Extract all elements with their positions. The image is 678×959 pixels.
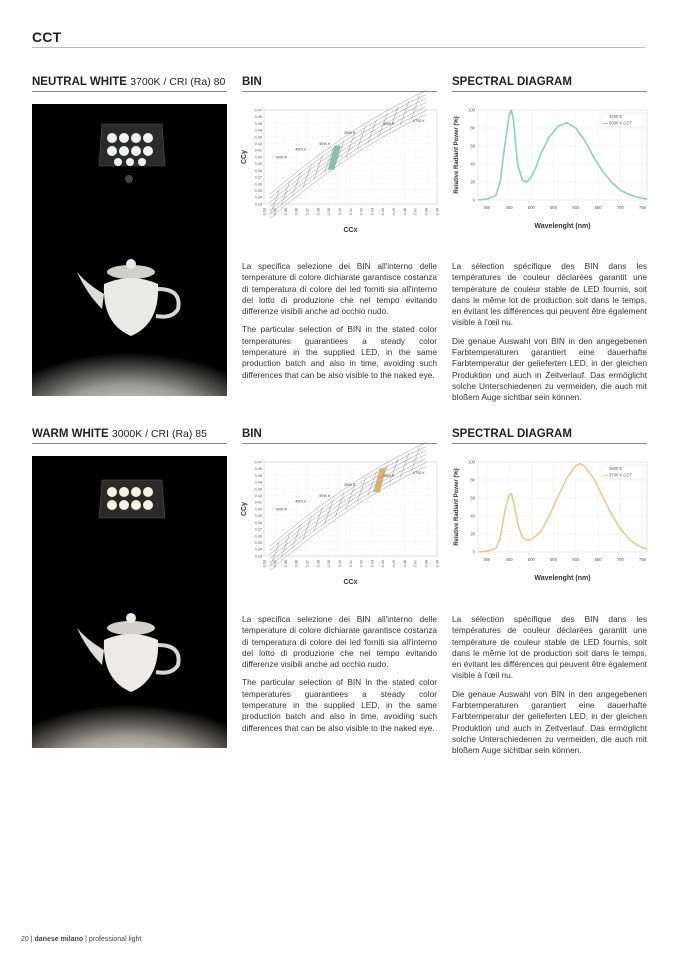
- section-title-neutral: [32, 76, 225, 88]
- y-axis-label: Relative Radiant Power (%): [454, 116, 460, 194]
- legend-label: 2600 K: [609, 466, 623, 471]
- x-tick-label: 0.44: [381, 560, 386, 568]
- x-tick-label: 0.34: [273, 560, 278, 568]
- y-tick-label: 0.39: [254, 162, 262, 167]
- y-tick-label: 0.34: [254, 195, 262, 200]
- x-tick-label: 450: [505, 557, 513, 562]
- y-tick-label: 0.41: [254, 500, 262, 505]
- y-tick-label: 80: [470, 477, 475, 483]
- section-subtitle: 3700K / CRI (Ra) 80: [130, 76, 226, 88]
- x-tick-label: 0.36: [294, 560, 299, 568]
- lamp-teapot-illustration: [32, 104, 227, 396]
- y-tick-label: 0.40: [254, 155, 262, 160]
- cct-label: 4000 K: [319, 493, 331, 498]
- y-tick-label: 20: [470, 531, 475, 537]
- y-tick-label: 0.44: [254, 480, 262, 485]
- y-tick-label: 0.36: [254, 182, 262, 187]
- x-tick-label: 0.40: [337, 208, 342, 216]
- bin-divider: [242, 91, 437, 92]
- x-tick-label: 0.47: [413, 560, 418, 568]
- x-tick-label: 0.44: [381, 208, 386, 216]
- cct-label: 3500 K: [344, 131, 356, 136]
- y-tick-label: 0.45: [254, 121, 262, 126]
- y-tick-label: 0.38: [254, 520, 262, 525]
- x-tick-label: 0.36: [294, 208, 299, 216]
- x-axis-label: Wavelenght (nm): [534, 575, 591, 582]
- y-tick-label: 0.43: [254, 487, 262, 492]
- y-tick-label: 60: [470, 495, 475, 501]
- x-tick-label: 0.38: [316, 208, 321, 216]
- x-tick-label: 500: [527, 557, 535, 562]
- lamp-teapot-illustration: [32, 456, 227, 748]
- y-tick-label: 0.37: [254, 527, 262, 532]
- y-tick-label: 40: [470, 161, 475, 167]
- product-photo-neutral: [32, 104, 227, 396]
- y-tick-label: 0.41: [254, 148, 262, 153]
- y-axis-label: Relative Radiant Power (%): [454, 468, 460, 546]
- x-tick-label: 0.48: [424, 208, 429, 216]
- y-tick-label: 0.46: [254, 115, 262, 120]
- paragraph-italian: La specifica selezione dei BIN all'interno delle temperature di colore dichiarate garantisce costanza di temperatura di colore dei led forniti sia all'interno del lotto di produzione che nel tempo evitando differenze visibili anche ad occhio nudo.: [242, 614, 437, 670]
- x-tick-label: 550: [550, 205, 558, 210]
- text-column-fr-de: [452, 614, 647, 764]
- y-tick-label: 0.46: [254, 467, 262, 472]
- paragraph-german: Die genaue Auswahl von BIN in den angegebenen Farbtemperaturen garantiert eine dauerhafte Farbtemperatur der gelieferten LED, in der gleichen Produktion und auch in Zeitverlauf. Das ermöglicht solche Unterschiedenen zu vermeiden, die auch mit bloßem Auge sichtbar sein können.: [452, 335, 647, 403]
- y-tick-label: 0.34: [254, 547, 262, 552]
- x-tick-label: 750: [639, 205, 647, 210]
- text-column-it-en: [242, 261, 437, 388]
- y-tick-label: 0: [472, 549, 475, 555]
- y-tick-label: 40: [470, 513, 475, 519]
- x-tick-label: 700: [616, 557, 624, 562]
- y-tick-label: 0.33: [254, 554, 262, 559]
- x-tick-label: 0.49: [435, 560, 440, 568]
- x-tick-label: 0.46: [402, 560, 407, 568]
- paragraph-english: The particular selection of BIN in the stated color temperatures guarantiees a steady color temperature in the supplied LED, in the same production batch and also in time, avoiding such differences that can be also visible to the naked eye.: [242, 324, 437, 380]
- y-tick-label: 0.42: [254, 141, 262, 146]
- x-tick-label: 0.43: [370, 560, 375, 568]
- x-axis-label: CCx: [343, 227, 358, 234]
- y-tick-label: 0: [472, 197, 475, 203]
- x-axis-label: Wavelenght (nm): [534, 223, 591, 230]
- cct-label: 4500 K: [295, 499, 307, 504]
- x-tick-label: 750: [639, 557, 647, 562]
- y-tick-label: 20: [470, 179, 475, 185]
- x-tick-label: 0.33: [262, 208, 267, 216]
- section-subtitle: 3000K / CRI (Ra) 85: [111, 428, 207, 440]
- text-column-fr-de: [452, 261, 647, 411]
- x-tick-label: 0.42: [359, 208, 364, 216]
- y-tick-label: 0.35: [254, 540, 262, 545]
- x-tick-label: 0.46: [402, 208, 407, 216]
- legend-label: 5000 K CCT: [609, 120, 633, 126]
- x-tick-label: 600: [572, 557, 580, 562]
- section-title-warm: [32, 428, 207, 440]
- cct-label: 4500 K: [295, 147, 307, 152]
- y-tick-label: 100: [468, 459, 475, 465]
- spectral-chart-neutral: [452, 104, 657, 234]
- x-tick-label: 0.43: [370, 208, 375, 216]
- paragraph-french: La sélection spécifique des BIN dans les températures de couleur déclarées garantit une température de couleur stable de LED fournis, soit dans le même lot de production soit dans le temps, en évitant les différences qui peuvent être également visible à l'œil nu.: [452, 261, 647, 328]
- y-tick-label: 0.37: [254, 175, 262, 180]
- section-divider: [32, 91, 227, 92]
- x-tick-label: 0.40: [337, 560, 342, 568]
- y-tick-label: 0.33: [254, 202, 262, 207]
- page-title: CCT: [32, 29, 62, 45]
- y-tick-label: 0.36: [254, 534, 262, 539]
- cct-label: 3000 K: [382, 121, 395, 126]
- x-tick-label: 0.39: [327, 560, 332, 568]
- x-tick-label: 650: [594, 205, 602, 210]
- product-photo-warm: [32, 456, 227, 748]
- x-tick-label: 0.48: [424, 560, 429, 568]
- x-tick-label: 0.41: [348, 208, 353, 216]
- y-tick-label: 0.39: [254, 514, 262, 519]
- section-name: WARM WHITE: [32, 428, 109, 440]
- y-tick-label: 0.38: [254, 168, 262, 173]
- header-divider: [32, 47, 645, 48]
- bin-title: BIN: [242, 428, 262, 440]
- paragraph-english: The particular selection of BIN in the stated color temperatures guarantiees a steady color temperature in the supplied LED, in the same production batch and also in time, avoiding such differences that can be also visible to the naked eye.: [242, 677, 437, 733]
- y-tick-label: 0.43: [254, 135, 262, 140]
- x-tick-label: 0.49: [435, 208, 440, 216]
- spectral-title: SPECTRAL DIAGRAM: [452, 428, 572, 440]
- x-tick-label: 0.37: [305, 208, 310, 216]
- bin-divider: [242, 443, 437, 444]
- legend-label: 3700 K CCT: [609, 472, 633, 478]
- x-tick-label: 0.33: [262, 560, 267, 568]
- footer-separator: |: [85, 936, 89, 943]
- x-tick-label: 650: [594, 557, 602, 562]
- bin-title: BIN: [242, 76, 262, 88]
- y-tick-label: 100: [468, 107, 475, 113]
- cct-label: 5000 K: [275, 155, 288, 160]
- cct-label: 2700 K: [413, 119, 425, 124]
- x-tick-label: 500: [527, 205, 535, 210]
- x-tick-label: 700: [616, 205, 624, 210]
- cct-label: 3500 K: [344, 483, 356, 488]
- x-tick-label: 0.45: [392, 560, 397, 568]
- brand-name: danese milano: [34, 936, 84, 943]
- x-tick-label: 400: [483, 205, 491, 210]
- spectral-divider: [452, 443, 647, 444]
- x-tick-label: 400: [483, 557, 491, 562]
- cct-label: 3000 K: [382, 473, 395, 478]
- x-axis-label: CCx: [343, 579, 358, 586]
- paragraph-french: La sélection spécifique des BIN dans les températures de couleur déclarées garantit une température de couleur stable de LED fournis, soit dans le même lot de production soit dans le temps, en évitant les différences qui peuvent être également visible à l'œil nu.: [452, 614, 647, 681]
- y-tick-label: 80: [470, 125, 475, 131]
- y-tick-label: 0.35: [254, 188, 262, 193]
- paragraph-german: Die genaue Auswahl von BIN in den angegebenen Farbtemperaturen garantiert eine dauerhafte Farbtemperatur der gelieferten LED, in der gleichen Produktion und auch in Zeitverlauf. Das ermöglicht solche Unterschiedenen zu vermeiden, die auch mit bloßem Auge sichtbar sein können.: [452, 688, 647, 756]
- y-tick-label: 0.45: [254, 473, 262, 478]
- section-name: NEUTRAL WHITE: [32, 76, 127, 88]
- section-divider: [32, 443, 227, 444]
- y-tick-label: 0.47: [254, 108, 262, 113]
- y-axis-label: CCy: [241, 149, 248, 165]
- x-tick-label: 600: [572, 205, 580, 210]
- y-tick-label: 60: [470, 143, 475, 149]
- x-tick-label: 0.34: [273, 208, 278, 216]
- spectral-chart-warm: [452, 456, 657, 591]
- x-tick-label: 0.45: [392, 208, 397, 216]
- page-number: 20: [21, 936, 29, 943]
- x-tick-label: 0.42: [359, 560, 364, 568]
- x-tick-label: 0.35: [283, 208, 288, 216]
- bin-chart-neutral: [242, 104, 447, 239]
- bin-chart-warm: [242, 456, 447, 591]
- text-column-it-en: [242, 614, 437, 741]
- x-tick-label: 0.38: [316, 560, 321, 568]
- x-tick-label: 0.37: [305, 560, 310, 568]
- y-tick-label: 0.44: [254, 128, 262, 133]
- x-tick-label: 0.47: [413, 208, 418, 216]
- x-tick-label: 0.35: [283, 560, 288, 568]
- cct-label: 2700 K: [413, 471, 425, 476]
- footer: [21, 936, 141, 943]
- x-tick-label: 550: [550, 557, 558, 562]
- x-tick-label: 450: [505, 205, 513, 210]
- y-tick-label: 0.47: [254, 460, 262, 465]
- spectral-divider: [452, 91, 647, 92]
- x-tick-label: 0.41: [348, 560, 353, 568]
- cct-label: 4000 K: [319, 141, 331, 146]
- y-tick-label: 0.42: [254, 493, 262, 498]
- x-tick-label: 0.39: [327, 208, 332, 216]
- footer-separator: |: [30, 936, 35, 943]
- y-axis-label: CCy: [241, 501, 248, 517]
- legend-label: 3700 K: [609, 114, 623, 119]
- y-tick-label: 0.40: [254, 507, 262, 512]
- footer-line: professional light: [88, 936, 142, 943]
- cct-label: 5000 K: [275, 507, 288, 512]
- paragraph-italian: La specifica selezione dei BIN all'interno delle temperature di colore dichiarate garantisce costanza di temperatura di colore dei led forniti sia all'interno del lotto di produzione che nel tempo evitando differenze visibili anche ad occhio nudo.: [242, 261, 437, 317]
- spectral-title: SPECTRAL DIAGRAM: [452, 76, 572, 88]
